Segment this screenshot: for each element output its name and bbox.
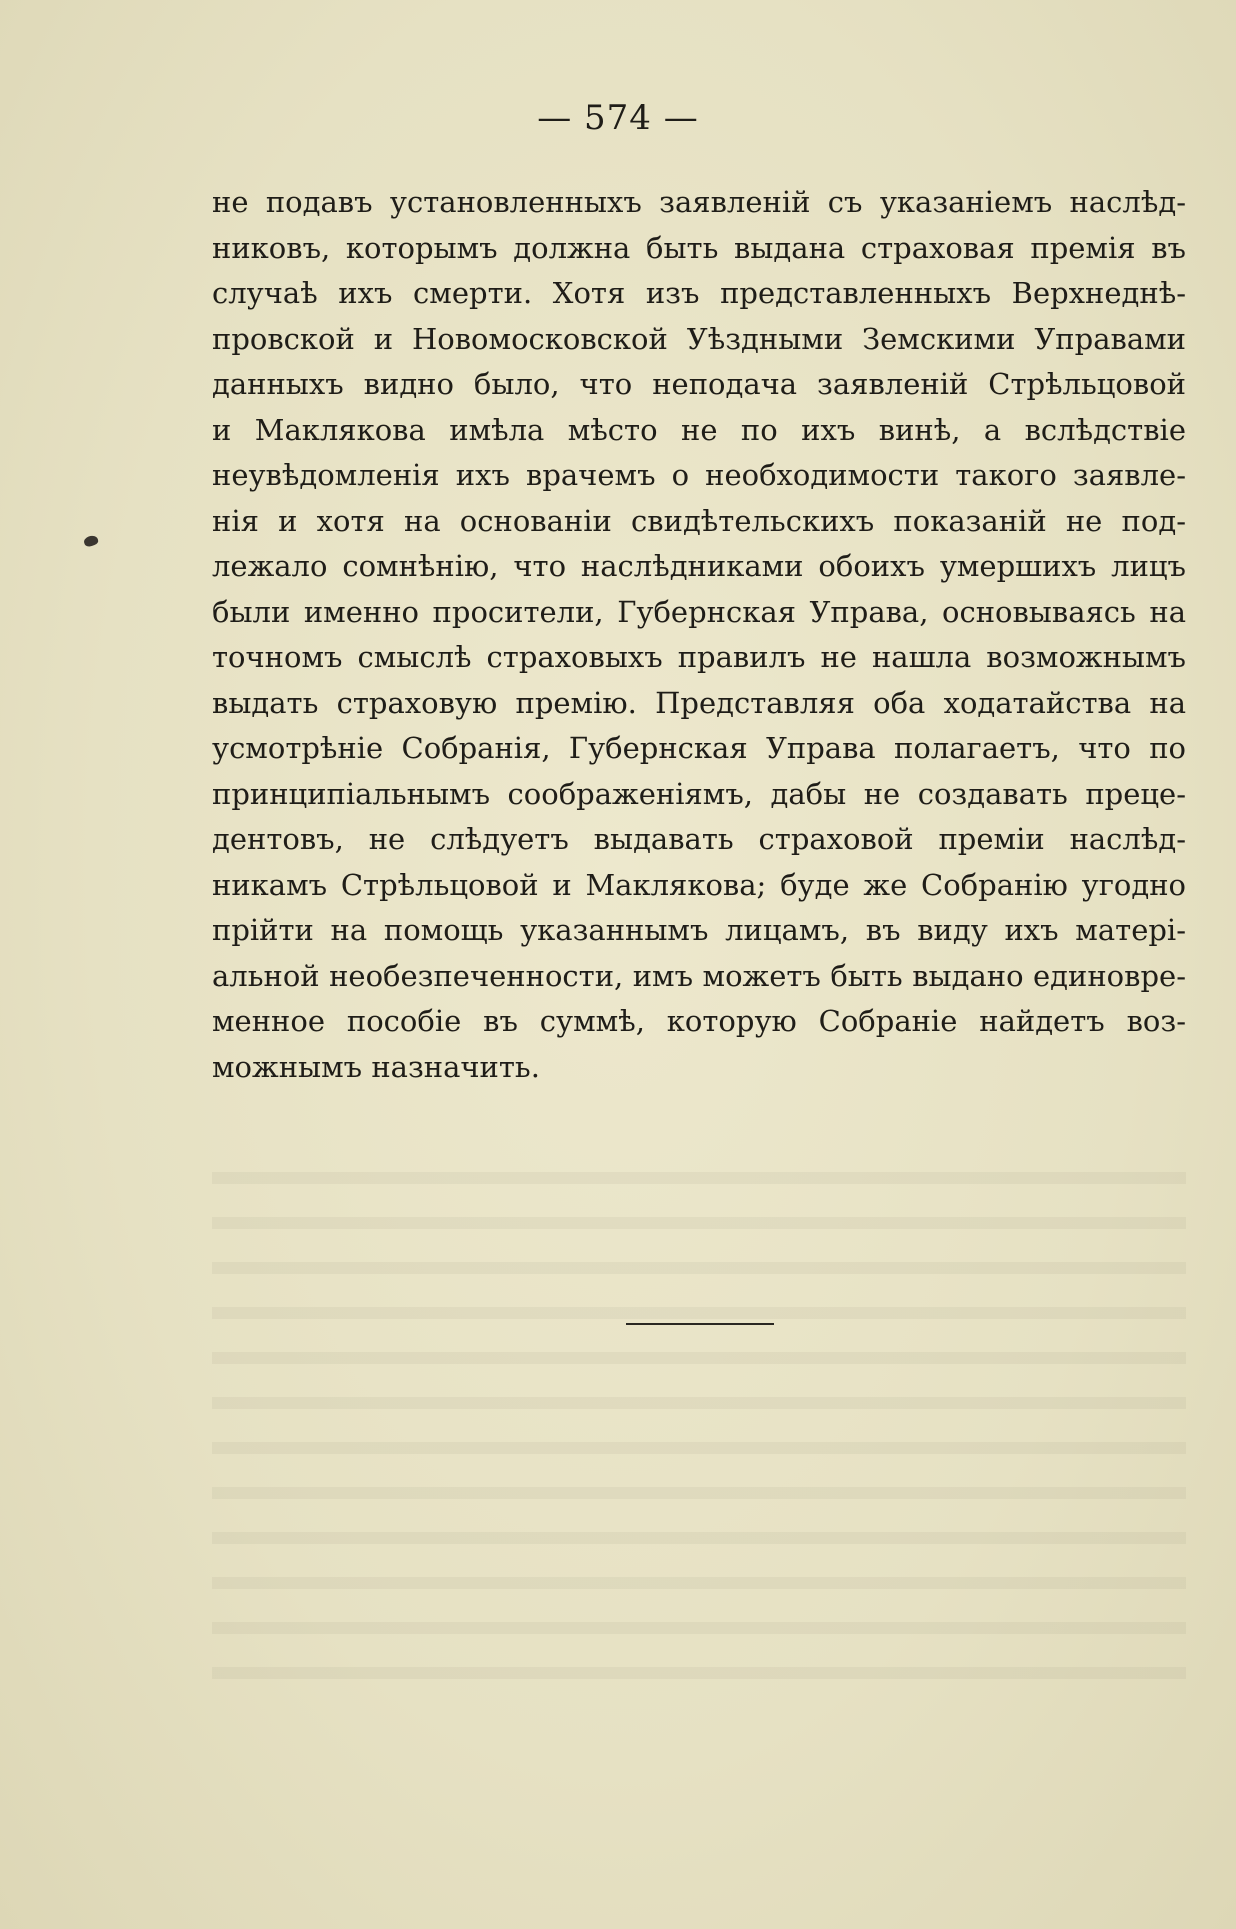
text-line: случаѣ ихъ смерти. Хотя изъ представленныхъ Верхнеднѣ- <box>212 276 1186 310</box>
text-line: провской и Новомосковской Уѣздными Земскими Управами <box>212 321 1186 356</box>
text-line: лежало сомнѣнію, что наслѣдниками обоихъ умершихъ лицъ <box>212 549 1186 583</box>
text-line: нія и хотя на основаніи свидѣтельскихъ показаній не под- <box>212 503 1186 538</box>
text-line: точномъ смыслѣ страховыхъ правилъ не нашла возможнымъ <box>212 640 1186 674</box>
text-line: не подавъ установленныхъ заявленій съ указаніемъ наслѣд- <box>212 185 1186 219</box>
text-line: выдать страховую премію. Представляя оба ходатайства на <box>212 685 1186 720</box>
text-line: никовъ, которымъ должна быть выдана страховая премія въ <box>212 230 1186 265</box>
text-line: никамъ Стрѣльцовой и Маклякова; буде же Собранію угодно <box>212 867 1186 902</box>
text-line: принципіальнымъ соображеніямъ, дабы не создавать преце- <box>212 776 1186 811</box>
text-line: и Маклякова имѣла мѣсто не по ихъ винѣ, а вслѣдствіе <box>212 412 1186 447</box>
show-through-texture <box>212 1150 1186 1710</box>
text-line: данныхъ видно было, что неподача заявленій Стрѣльцовой <box>212 367 1186 401</box>
body-paragraph <box>212 180 1186 1090</box>
section-separator-rule <box>626 1323 774 1325</box>
text-line: прійти на помощь указаннымъ лицамъ, въ виду ихъ матері- <box>212 913 1186 947</box>
ink-blot-mark <box>83 534 100 548</box>
text-line: менное пособіе въ суммѣ, которую Собраніе найдетъ воз- <box>212 1004 1186 1038</box>
text-line-last: можнымъ назначить. <box>212 1049 540 1084</box>
text-line: усмотрѣніе Собранія, Губернская Управа полагаетъ, что по <box>212 731 1186 765</box>
text-line: неувѣдомленія ихъ врачемъ о необходимости такого заявле- <box>212 458 1186 492</box>
text-line: были именно просители, Губернская Управа, основываясь на <box>212 594 1186 629</box>
page-number: — 574 — <box>537 98 699 138</box>
text-line: альной необезпеченности, имъ можетъ быть выдано единовре- <box>212 958 1186 993</box>
text-line: дентовъ, не слѣдуетъ выдавать страховой преміи наслѣд- <box>212 822 1186 856</box>
